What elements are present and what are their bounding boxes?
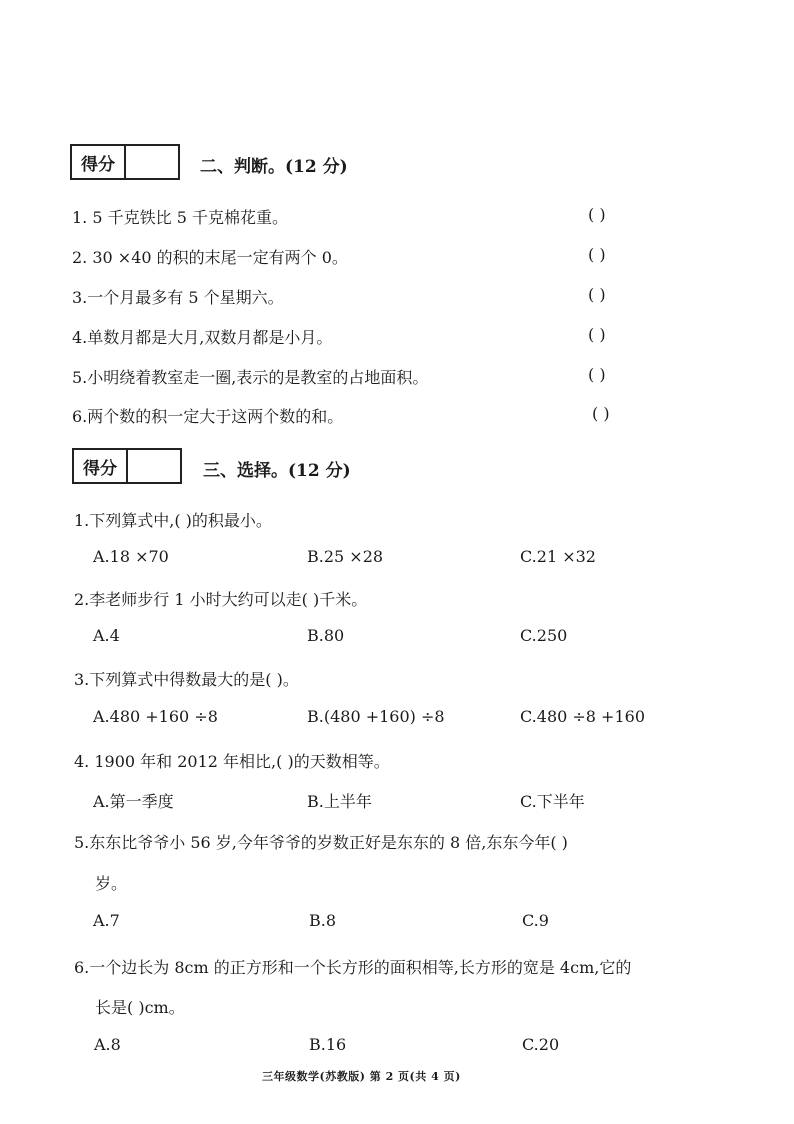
option-b[interactable]: B.8	[309, 911, 337, 930]
choice-question-6: 6.一个边长为 8cm 的正方形和一个长方形的面积相等,长方形的宽是 4cm,它的	[74, 958, 632, 977]
judge-answer-1[interactable]: ( )	[588, 205, 606, 224]
score-blank[interactable]	[126, 146, 178, 178]
choice-question-2: 2.李老师步行 1 小时大约可以走( )千米。	[74, 590, 368, 609]
option-a[interactable]: A.8	[94, 1035, 121, 1054]
choice-question-5-cont: 岁。	[95, 874, 128, 893]
score-box-section-2	[70, 144, 180, 180]
option-b[interactable]: B.上半年	[307, 792, 372, 811]
option-a[interactable]: A.18 ×70	[93, 547, 169, 566]
choice-question-1: 1.下列算式中,( )的积最小。	[74, 511, 272, 530]
judge-item-2: 2. 30 ×40 的积的末尾一定有两个 0。	[72, 248, 348, 267]
choice-question-4: 4. 1900 年和 2012 年相比,( )的天数相等。	[74, 752, 390, 771]
judge-answer-2[interactable]: ( )	[588, 245, 606, 264]
judge-answer-4[interactable]: ( )	[588, 325, 606, 344]
option-a[interactable]: A.第一季度	[93, 792, 174, 811]
score-box-section-3	[72, 448, 182, 484]
judge-item-3: 3.一个月最多有 5 个星期六。	[72, 288, 284, 307]
judge-item-1: 1. 5 千克铁比 5 千克棉花重。	[72, 208, 288, 227]
score-label: 得分	[72, 146, 126, 178]
option-b[interactable]: B.25 ×28	[307, 547, 384, 566]
option-b[interactable]: B.80	[307, 626, 345, 645]
option-a[interactable]: A.7	[93, 911, 120, 930]
option-c[interactable]: C.下半年	[520, 792, 585, 811]
judge-answer-3[interactable]: ( )	[588, 285, 606, 304]
section-3-title: 三、选择。(12 分)	[203, 461, 351, 481]
section-2-title: 二、判断。(12 分)	[200, 157, 348, 177]
option-c[interactable]: C.9	[522, 911, 549, 930]
judge-answer-5[interactable]: ( )	[588, 365, 606, 384]
judge-item-5: 5.小明绕着教室走一圈,表示的是教室的占地面积。	[72, 368, 429, 387]
option-a[interactable]: A.4	[93, 626, 120, 645]
option-c[interactable]: C.21 ×32	[520, 547, 596, 566]
choice-question-5: 5.东东比爷爷小 56 岁,今年爷爷的岁数正好是东东的 8 倍,东东今年( )	[74, 833, 568, 852]
judge-item-6: 6.两个数的积一定大于这两个数的和。	[72, 407, 344, 426]
page-footer: 三年级数学(苏教版) 第 2 页(共 4 页)	[262, 1070, 461, 1083]
option-b[interactable]: B.(480 +160) ÷8	[307, 707, 445, 726]
option-c[interactable]: C.20	[522, 1035, 560, 1054]
option-c[interactable]: C.250	[520, 626, 568, 645]
judge-item-4: 4.单数月都是大月,双数月都是小月。	[72, 328, 333, 347]
option-c[interactable]: C.480 ÷8 +160	[520, 707, 645, 726]
judge-answer-6[interactable]: ( )	[592, 404, 610, 423]
option-a[interactable]: A.480 +160 ÷8	[93, 707, 218, 726]
option-b[interactable]: B.16	[309, 1035, 347, 1054]
choice-question-6-cont: 长是( )cm。	[95, 998, 185, 1017]
score-label: 得分	[74, 450, 128, 482]
choice-question-3: 3.下列算式中得数最大的是( )。	[74, 670, 299, 689]
score-blank[interactable]	[128, 450, 180, 482]
